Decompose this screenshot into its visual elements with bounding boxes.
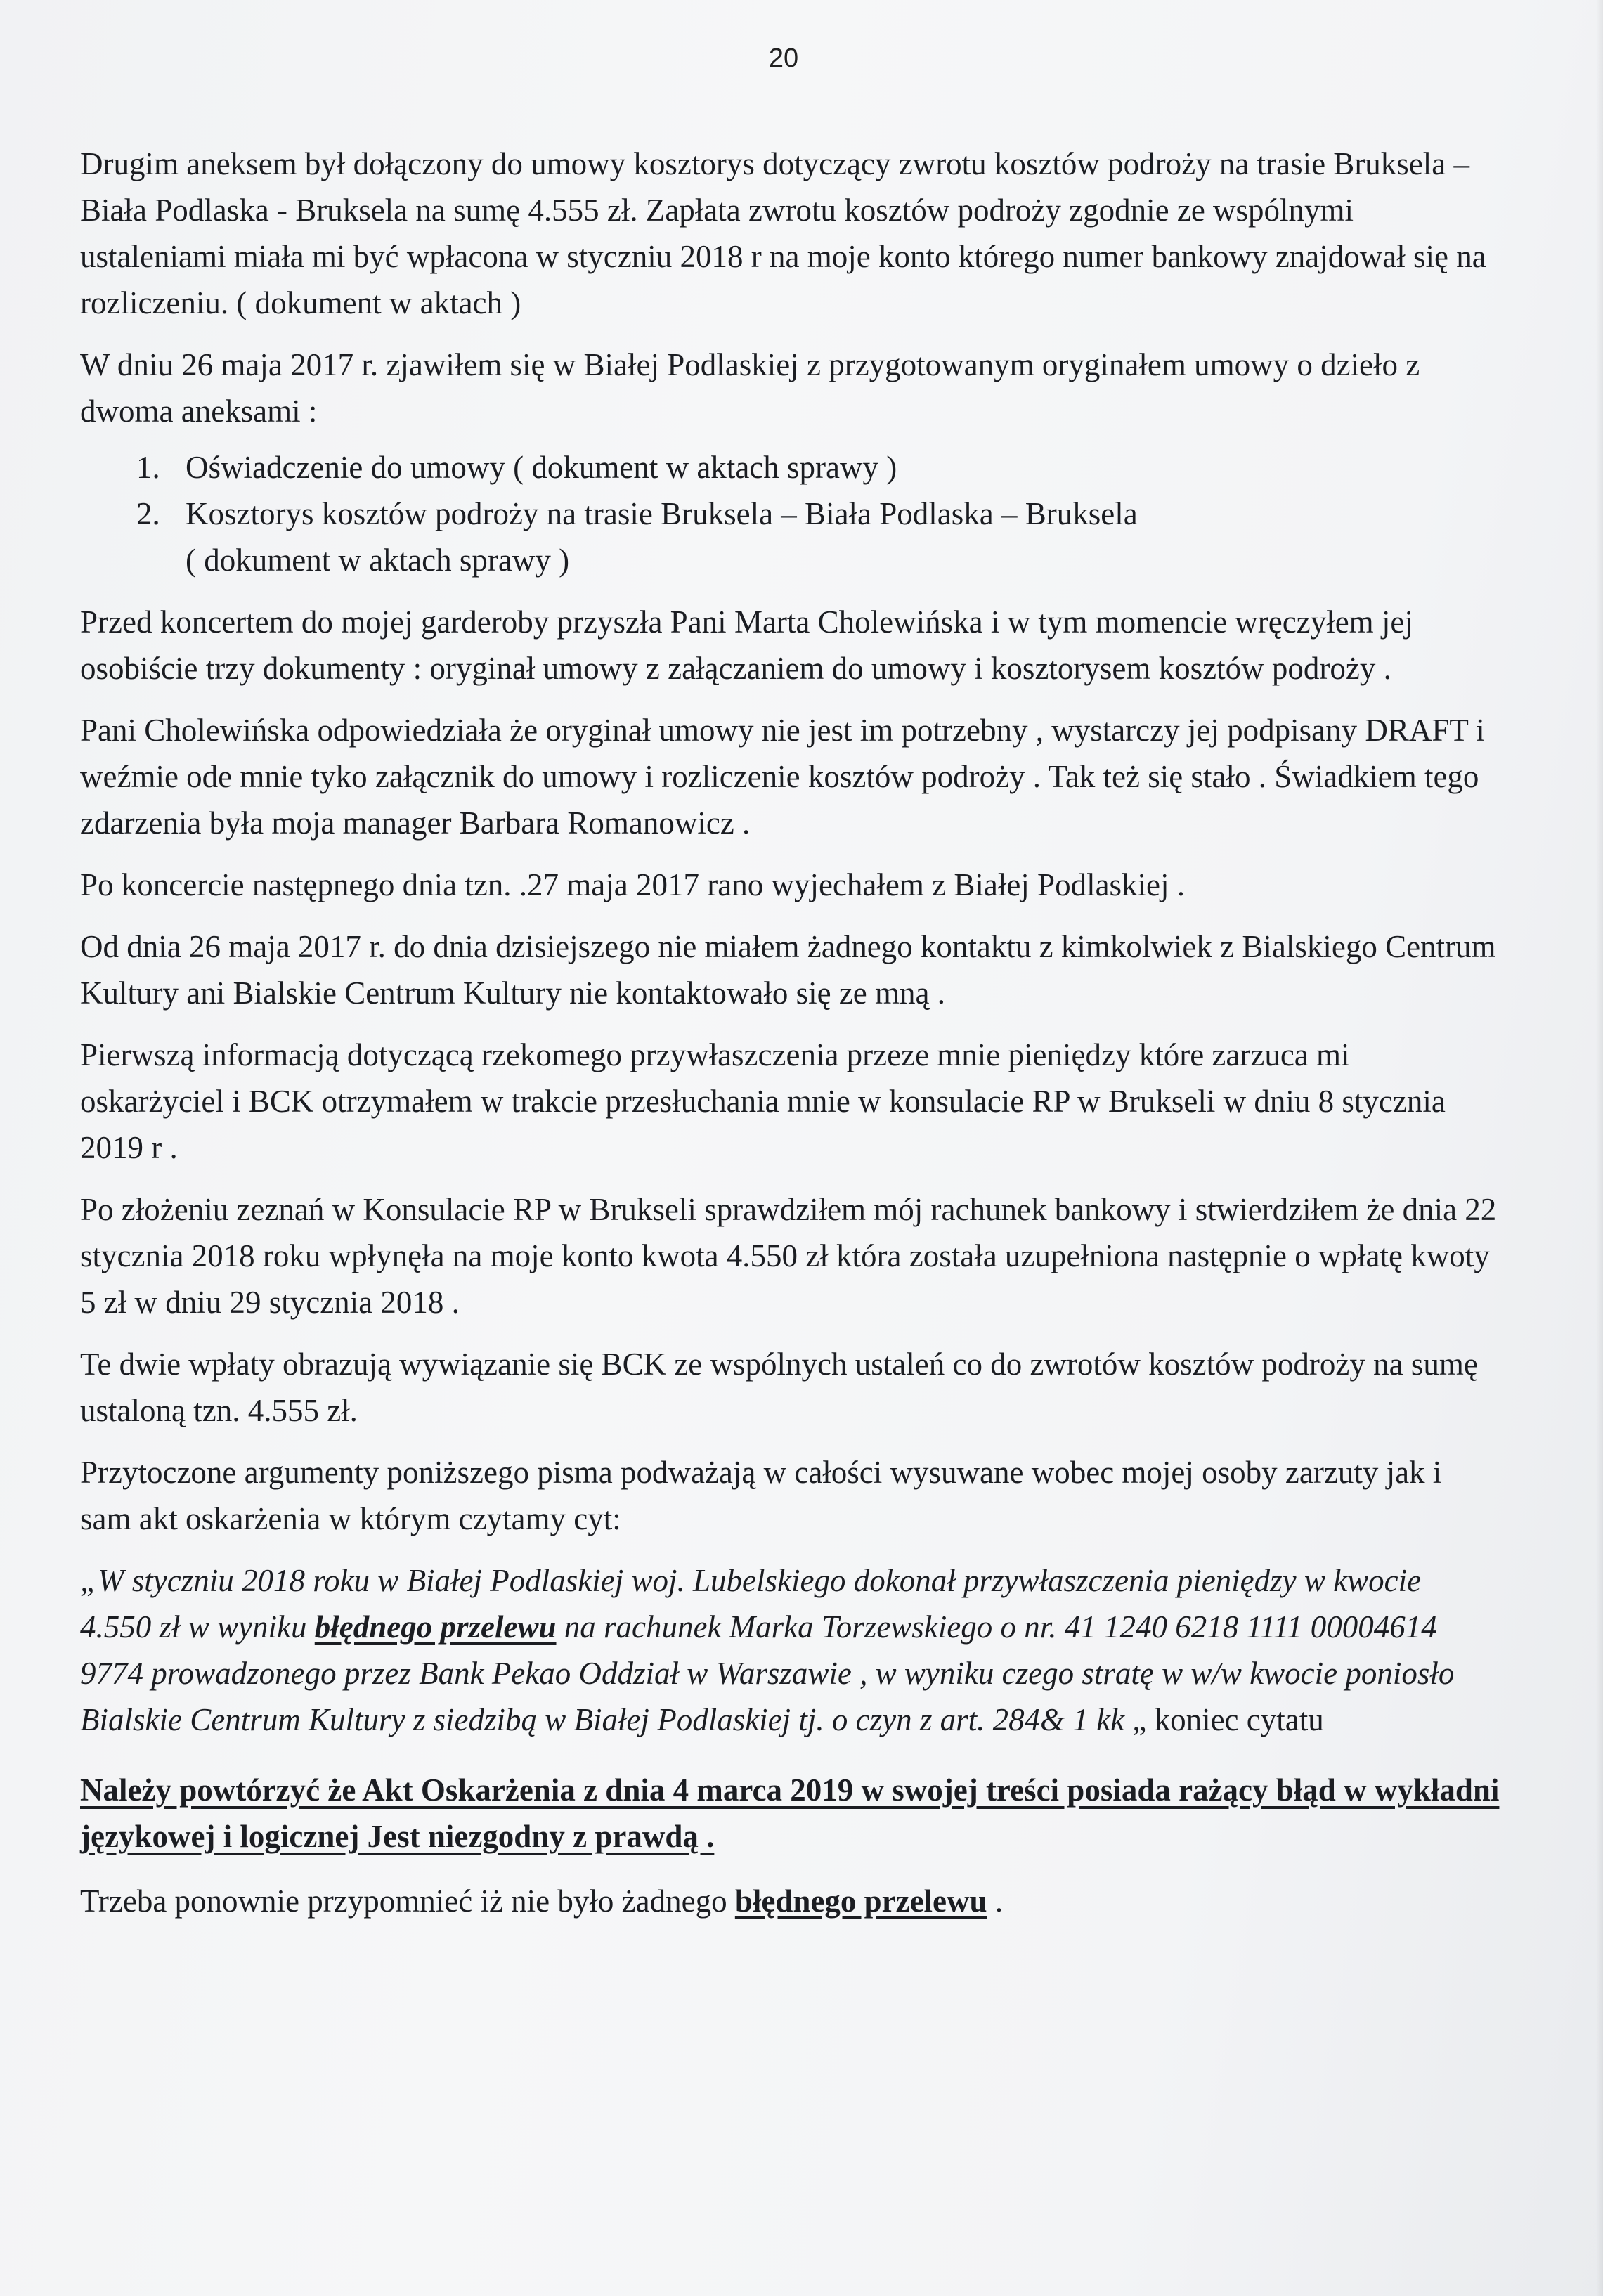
paragraph-departure: Po koncercie następnego dnia tzn. .27 maja 2017 rano wyjechałem z Białej Podlaskiej .	[80, 867, 1186, 902]
list-item-subtext: ( dokument w aktach sprawy )	[186, 543, 570, 578]
paragraph-bank-check: Po złożeniu zeznań w Konsulacie RP w Brukseli sprawdziłem mój rachunek bankowy i stwierdziłem że dnia 22 stycznia 2018 roku wpłynęła na moje konto kwota 4.550 zł która została uzupełniona następnie o wpłatę kwoty 5 zł w dniu 29 stycznia 2018 .	[80, 1192, 1497, 1320]
paragraph-before-concert: Przed koncertem do mojej garderoby przyszła Pani Marta Cholewińska i w tym momencie wręczyłem jej osobiście trzy dokumenty : oryginał umowy z załączaniem do umowy i kosztorysem kosztów podroży .	[80, 604, 1413, 686]
quote-emphasis: błędnego przelewu	[314, 1609, 557, 1645]
paragraph-no-contact: Od dnia 26 maja 2017 r. do dnia dzisiejszego nie miałem żadnego kontaktu z kimkolwiek z Bialskiego Centrum Kultury ani Bialskie Centrum Kultury nie kontaktowało się ze mną .	[80, 929, 1496, 1011]
paragraph-travel-cost-annex: Drugim aneksem był dołączony do umowy kosztorys dotyczący zwrotu kosztów podroży na trasie Bruksela – Biała Podlaska - Bruksela na sumę 4.555 zł. Zapłata zwrotu kosztów podroży zgodnie ze wspólnymi ustaleniami miała mi być wpłacona w styczniu 2018 r na moje konto którego numer bankowy znajdował się na rozliczeniu. ( dokument w aktach )	[80, 146, 1486, 320]
page-number: 20	[768, 44, 799, 73]
final-emphasis: błędnego przelewu	[734, 1883, 987, 1919]
annex-list	[80, 444, 1500, 583]
list-item-text: Oświadczenie do umowy ( dokument w aktach sprawy )	[186, 450, 897, 485]
list-item	[136, 491, 1500, 583]
quote-closing: „ koniec cytatu	[1132, 1702, 1324, 1737]
list-item	[136, 444, 1500, 491]
paragraph-first-information: Pierwszą informacją dotyczącą rzekomego przywłaszczenia przeze mnie pieniędzy które zarzuca mi oskarżyciel i BCK otrzymałem w trakcie przesłuchania mnie w konsulacie RP w Brukseli w dniu 8 stycznia 2019 r .	[80, 1037, 1446, 1165]
quote-text-before: „W styczniu 2018 roku w Białej Podlaskiej woj. Lubelskiego dokonał przywłaszczenia pieniędzy w kwocie 4.550 zł w wyniku	[80, 1563, 1422, 1645]
quote-text-after: na rachunek Marka Torzewskiego o nr. 41 1240 6218 1111 00004614 9774 prowadzonego przez Bank Pekao Oddział w Warszawie , w wyniku czego stratę w w/w kwocie poniosło Bialskie Centrum Kultury z siedzibą w Białej Podlaskiej tj. o czyn z art. 284& 1 kk	[80, 1609, 1455, 1737]
page-edge-shadow	[1596, 0, 1603, 2296]
list-item-text: Kosztorys kosztów podroży na trasie Bruksela – Biała Podlaska – Bruksela	[186, 496, 1138, 531]
final-text-before: Trzeba ponownie przypomnieć iż nie było żadnego	[80, 1883, 735, 1919]
indictment-quote	[80, 1557, 1500, 1743]
paragraph-arguments: Przytoczone argumenty poniższego pisma podważają w całości wysuwane wobec mojej osoby zarzuty jak i sam akt oskarżenia w którym czytamy cyt:	[80, 1455, 1442, 1536]
final-text-after: .	[987, 1883, 1004, 1919]
list-item-number: 1.	[136, 450, 160, 485]
paragraph-payments: Te dwie wpłaty obrazują wywiązanie się BCK ze wspólnych ustaleń co do zwrotów kosztów podroży na sumę ustaloną tzn. 4.555 zł.	[80, 1347, 1478, 1428]
document-body	[80, 141, 1500, 1940]
bold-statement: Należy powtórzyć że Akt Oskarżenia z dnia 4 marca 2019 w swojej treści posiada rażący błąd w wykładni językowej i logicznej Jest niezgodny z prawdą .	[80, 1772, 1500, 1854]
list-item-number: 2.	[136, 496, 160, 531]
paragraph-arrival: W dniu 26 maja 2017 r. zjawiłem się w Białej Podlaskiej z przygotowanym oryginałem umowy o dzieło z dwoma aneksami :	[80, 347, 1420, 429]
paragraph-cholewinska-response: Pani Cholewińska odpowiedziała że oryginał umowy nie jest im potrzebny , wystarczy jej podpisany DRAFT i weźmie ode mnie tyko załącznik do umowy i rozliczenie kosztów podroży . Tak też się stało . Świadkiem tego zdarzenia była moja manager Barbara Romanowicz .	[80, 713, 1485, 841]
paragraph-final	[80, 1878, 1500, 1924]
